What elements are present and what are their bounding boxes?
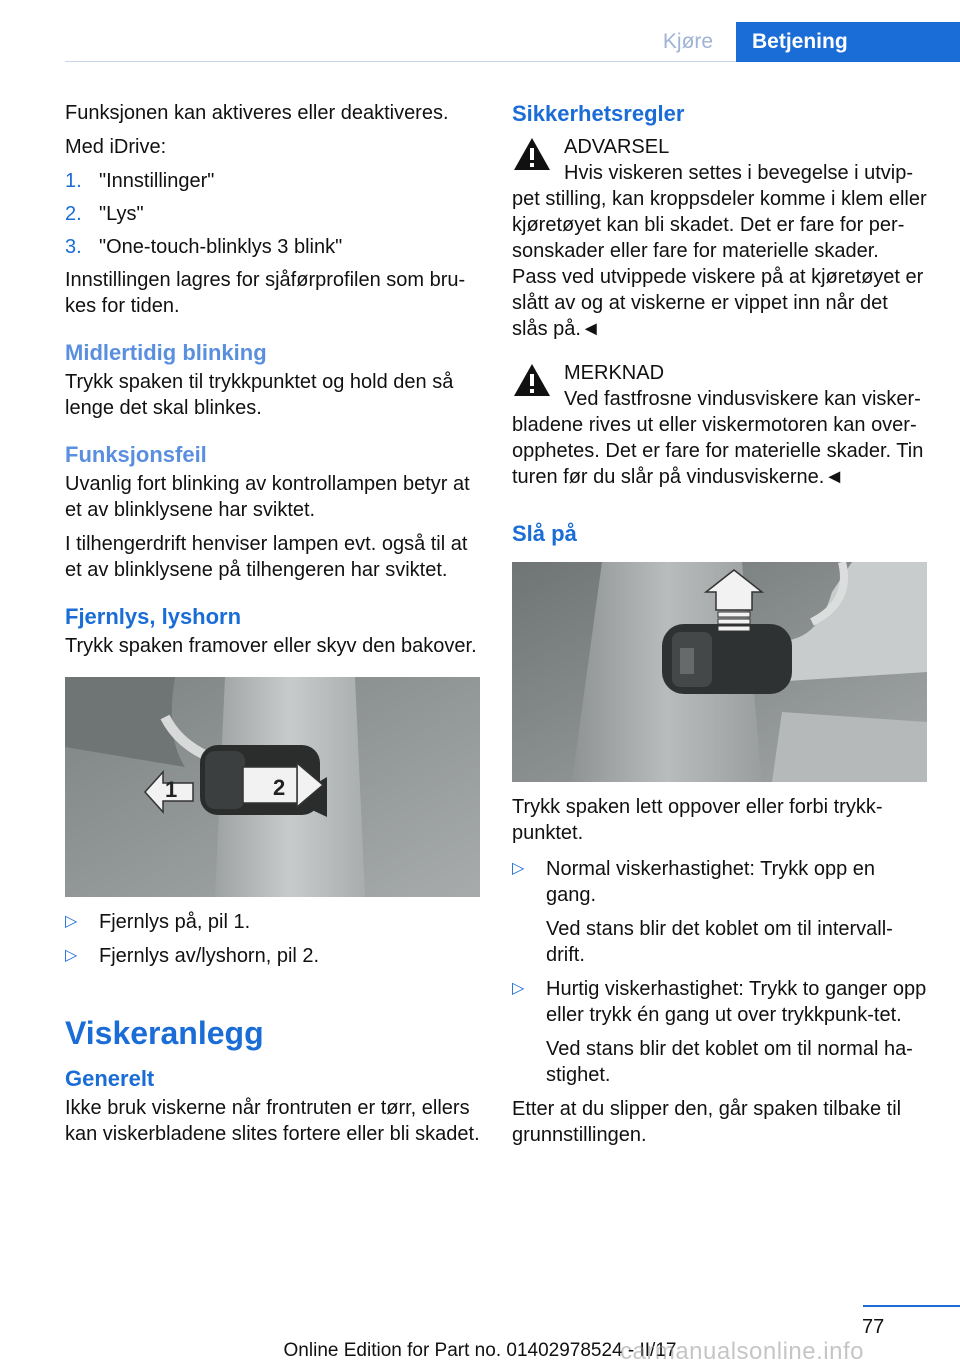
bullet-text: Fjernlys på, pil 1. <box>99 911 251 933</box>
step-number: 2. <box>65 203 82 225</box>
step-text: "Innstillinger" <box>99 170 215 192</box>
fjernlys-bullets <box>65 909 483 969</box>
intro-text: Funksjonen kan aktiveres eller deaktiveres. <box>65 102 449 124</box>
triangle-bullet-icon: ▷ <box>512 860 525 877</box>
step-text: "One-touch-blinklys 3 blink" <box>99 236 343 258</box>
step-number: 1. <box>65 170 82 192</box>
etter-text: Etter at du slipper den, går spaken tilbake til grunnstillingen. <box>512 1098 902 1146</box>
wiper-bullets <box>512 856 928 1088</box>
heading-funksjonsfeil: Funksjonsfeil <box>65 442 207 467</box>
list-item <box>65 201 483 227</box>
footer-rule <box>863 1305 960 1307</box>
fjernlys-text: Trykk spaken framover eller skyv den bakover. <box>65 635 477 657</box>
list-item <box>512 976 928 1088</box>
list-item <box>65 909 483 935</box>
tab-betjening[interactable]: Betjening <box>736 22 960 62</box>
list-item <box>65 234 483 260</box>
midlertidig-text: Trykk spaken til trykkpunktet og hold den så lenge det skal blinkes. <box>65 371 454 419</box>
idrive-text: Med iDrive: <box>65 136 167 158</box>
heading-sikkerhetsregler: Sikkerhetsregler <box>512 101 685 126</box>
warning-text: Hvis viskeren settes i bevegelse i utvip-pet stilling, kan kroppsdeler komme i klem eller kjøretøyet kan bli skadet. Det er fare for per-sonskader eller fare for materielle skader. Pass ved utvippede viskere på at kjøretøyet er slått av og at viskerne er vippet inn når det slås på.◄ <box>512 162 927 340</box>
triangle-bullet-icon: ▷ <box>65 913 78 930</box>
image-label-2: 2 <box>273 775 286 800</box>
bullet-text: Normal viskerhastighet: Trykk opp en gang. <box>546 858 876 906</box>
step-number: 3. <box>65 236 82 258</box>
sla-pa-text: Trykk spaken lett oppover eller forbi trykk-punktet. <box>512 796 883 844</box>
note-block <box>512 360 928 490</box>
note-title: MERKNAD <box>564 362 665 384</box>
triangle-bullet-icon: ▷ <box>65 947 78 964</box>
funksjonsfeil-text-2: I tilhengerdrift henviser lampen evt. også til at et av blinklysene på tilhengeren har sviktet. <box>65 533 468 581</box>
heading-sla-pa: Slå på <box>512 521 577 546</box>
wiper-lever-image <box>512 562 927 782</box>
bullet-text: Fjernlys av/lyshorn, pil 2. <box>99 945 320 967</box>
list-item <box>65 168 483 194</box>
list-item <box>65 943 483 969</box>
heading-generelt: Generelt <box>65 1066 155 1091</box>
heading-fjernlys: Fjernlys, lyshorn <box>65 604 242 629</box>
tab-kjore[interactable]: Kjøre <box>662 30 714 53</box>
funksjonsfeil-text-1: Uvanlig fort blinking av kontrollampen betyr at et av blinklysene har sviktet. <box>65 473 470 521</box>
warning-title: ADVARSEL <box>564 136 670 158</box>
bullet-subtext: Ved stans blir det koblet om til normal ha-stighet. <box>546 1038 913 1086</box>
right-column <box>512 100 928 1156</box>
bullet-subtext: Ved stans blir det koblet om til intervall-drift. <box>546 918 893 966</box>
idrive-steps <box>65 168 483 260</box>
page-number: 77 <box>862 1316 885 1338</box>
left-column <box>65 100 483 1155</box>
list-item <box>512 856 928 968</box>
note-text: Ved fastfrosne vindusviskere kan visker-bladene rives ut eller viskermotoren kan over-opphetes. Det er fare for materielle skader. Tin turen før du slår på vindusviskerne.◄ <box>512 388 924 488</box>
generelt-text: Ikke bruk viskerne når frontruten er tørr, ellers kan viskerbladene slites fortere eller bli skadet. <box>65 1097 480 1145</box>
warning-block <box>512 134 928 342</box>
heading-viskeranlegg: Viskeranlegg <box>65 1015 264 1051</box>
warning-triangle-icon <box>512 362 552 398</box>
triangle-bullet-icon: ▷ <box>512 980 525 997</box>
bullet-text: Hurtig viskerhastighet: Trykk to ganger opp eller trykk én gang ut over trykkpunk-tet. <box>546 978 927 1026</box>
step-text: "Lys" <box>99 203 144 225</box>
warning-triangle-icon <box>512 136 552 172</box>
edition-text: Online Edition for Part no. 01402978524 - II/17 <box>283 1340 677 1361</box>
image-label-1: 1 <box>165 777 178 802</box>
saved-text: Innstillingen lagres for sjåførprofilen som bru-kes for tiden. <box>65 269 466 317</box>
high-beam-lever-image <box>65 677 480 897</box>
heading-midlertidig: Midlertidig blinking <box>65 340 267 365</box>
watermark: carmanualsonline.info <box>620 1338 864 1365</box>
